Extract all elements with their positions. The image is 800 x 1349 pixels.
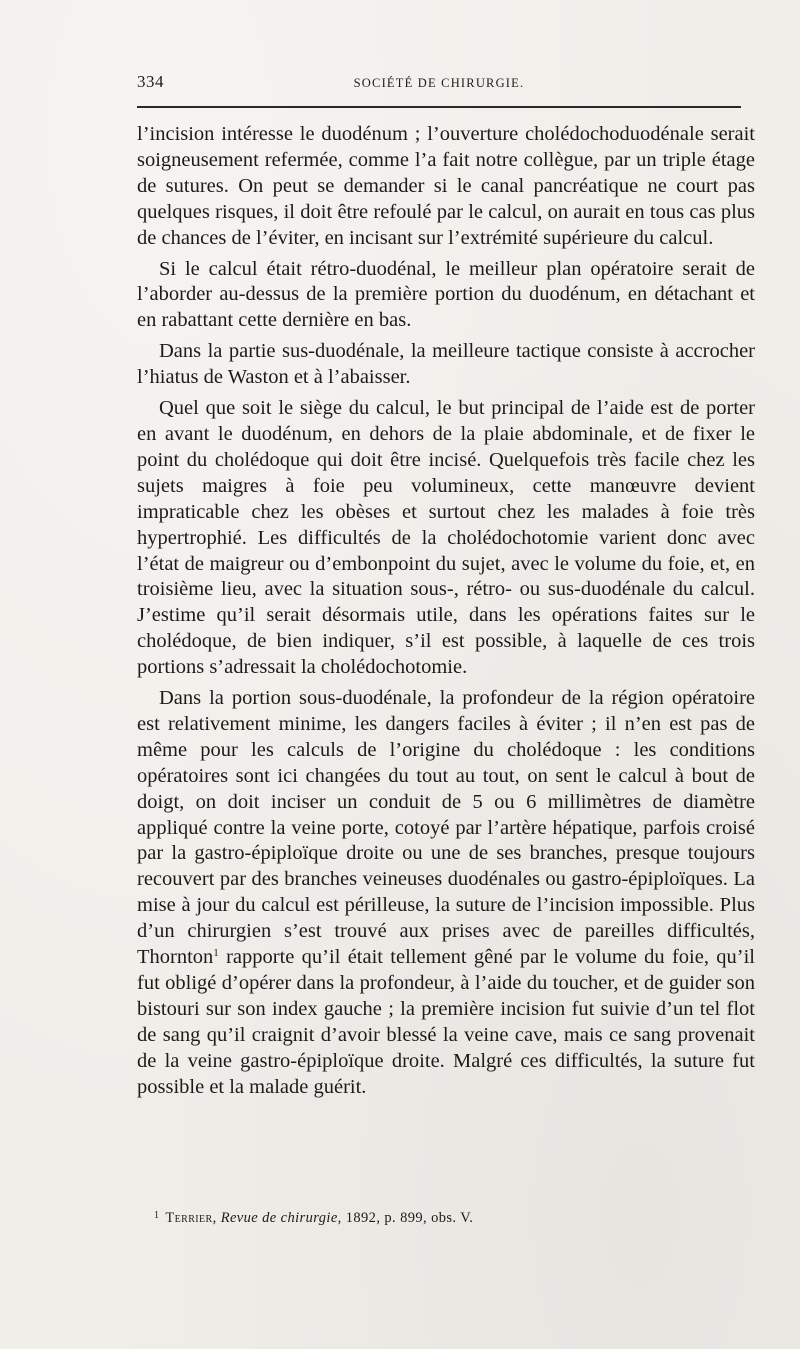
paragraph-retro-duodenal: Si le calcul était rétro-duodénal, le meilleur plan opératoire serait de l’aborder au-dessus de la première portion du duodénum, en détachant et en rabattant cette dernière en bas.: [137, 257, 755, 332]
paragraph-continuation: l’incision intéresse le duodénum ; l’ouverture cholédochoduodénale serait soigneusement refermée, comme l’a fait notre collègue, par un triple étage de sutures. On peut se demander si le canal pancréatique ne court pas quelques risques, il doit être refoulé par le calcul, on aurait en tous cas plus de chances de l’éviter, en incisant sur l’extrémité supérieure du calcul.: [137, 123, 755, 249]
paragraph-text-after-note: rapporte qu’il était tellement gêné par le volume du foie, qu’il fut obligé d’opérer dans la profondeur, à l’aide du toucher, et de guider son bistouri sur son index gauche ; la première incision fut suivie d’un tel flot de sang qu’il craignit d’avoir blessé la veine cave, mais ce sang provenait de la veine gastro-épiploïque droite. Malgré ces difficultés, la suture fut possible et la malade guérit.: [137, 946, 755, 1098]
paragraph-sous-duodenal: [137, 686, 755, 1101]
page-number: 334: [137, 72, 164, 91]
footnote-marker: 1: [154, 1210, 160, 1221]
running-title: SOCIÉTÉ DE CHIRURGIE.: [353, 76, 525, 90]
footnote-author: Terrier,: [165, 1210, 217, 1226]
paragraph-sus-duodenal: Dans la partie sus-duodénale, la meilleure tactique consiste à accrocher l’hiatus de Waston et à l’abaisser.: [137, 340, 755, 389]
footnote-reference: 1: [213, 947, 219, 960]
paragraph-text-before-note: Dans la portion sous-duodénale, la profondeur de la région opératoire est relativement minime, les dangers faciles à éviter ; il n’en est pas de même pour les calculs de l’origine du cholédoque : les conditions opératoires sont ici changées du tout au tout, on sent le calcul à bout de doigt, on doit inciser un conduit de 5 ou 6 millimètres de diamètre appliqué contre la veine porte, cotoyé par l’artère hépatique, parfois croisé par la gastro-épiploïque droite ou une de ses branches, presque toujours recouvert par des branches veineuses duodénales ou gastro-épiploïques. La mise à jour du calcul est périlleuse, la suture de l’incision impossible. Plus d’un chirurgien s’est trouvé aux prises avec de pareilles difficultés, Thornton: [137, 687, 755, 969]
body-text: [137, 122, 755, 1106]
footnote-details: 1892, p. 899, obs. V.: [345, 1210, 474, 1226]
header-rule: [137, 106, 741, 108]
footnote: [154, 1206, 744, 1228]
page-header: [137, 72, 741, 102]
paragraph-role-of-assistant: Quel que soit le siège du calcul, le but principal de l’aide est de porter en avant le duodénum, en dehors de la plaie abdominale, et de fixer le point du cholédoque qui doit être incisé. Quelquefois très facile chez les sujets maigres à foie peu volumineux, cette manœuvre devient impraticable chez les obèses et surtout chez les malades à foie très hypertrophié. Les difficultés de la cholédochotomie varient donc avec l’état de maigreur ou d’embonpoint du sujet, avec le volume du foie, et, en troisième lieu, avec la situation sous-, rétro- ou sus-duodénale du calcul. J’estime qu’il serait désormais utile, dans les opérations faites sur le cholédoque, de bien indiquer, s’il est possible, à laquelle de ces trois portions s’adressait la cholédochotomie.: [137, 397, 755, 679]
footnote-journal: Revue de chirurgie,: [220, 1210, 342, 1226]
